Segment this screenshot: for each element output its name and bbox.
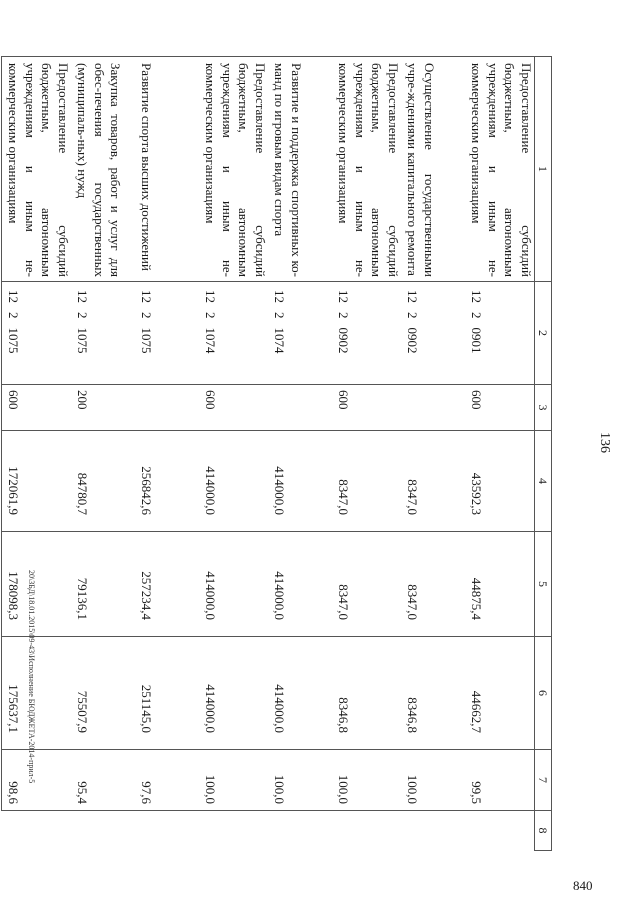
row-value-col5: 84780,7 (71, 431, 135, 532)
row-code (465, 282, 535, 385)
row-value-col5: 256842,6 (135, 431, 199, 532)
row-value-col8: 97,6 (135, 750, 199, 811)
row-code-part: 12 (6, 290, 21, 303)
table-row (2, 57, 72, 851)
row-value-col7: 414000,0 (199, 637, 268, 750)
row-code-part: 2 (139, 312, 154, 319)
row-code-part: 1074 (203, 327, 218, 354)
row-value-col5: 172061,9 (2, 431, 72, 532)
row-value-col8: 100,0 (268, 750, 332, 811)
row-code-part: 1074 (272, 327, 287, 354)
table-row (401, 57, 465, 851)
row-code-part: 2 (469, 312, 484, 319)
row-description: Предоставление субсидий бюджетным, автономным учреждениям и иным не-коммерческим организациям (2, 57, 72, 282)
row-code-part: 2 (336, 312, 351, 319)
row-value-col5: 8347,0 (401, 431, 465, 532)
row-code-part: 2 (203, 312, 218, 319)
header-col-5: 5 (535, 532, 552, 637)
row-code (135, 282, 199, 385)
row-code-part: 12 (203, 290, 218, 303)
row-code-part: 1075 (6, 327, 21, 354)
header-col-1: 1 (535, 57, 552, 282)
row-value-col6: 414000,0 (199, 532, 268, 637)
row-value-col6: 414000,0 (268, 532, 332, 637)
row-value-col7: 75507,9 (71, 637, 135, 750)
row-value-col8: 100,0 (332, 750, 401, 811)
row-code-part: 12 (75, 290, 90, 303)
row-code-part: 12 (405, 290, 420, 303)
row-expense-type: 600 (332, 385, 401, 431)
table-row (199, 57, 268, 851)
header-col-4: 4 (535, 431, 552, 532)
row-value-col8: 98,6 (2, 750, 72, 811)
row-value-col8: 100,0 (199, 750, 268, 811)
row-code (268, 282, 332, 385)
row-expense-type (268, 385, 332, 431)
row-value-col7: 175637,1 (2, 637, 72, 750)
table-row (332, 57, 401, 851)
row-expense-type: 600 (2, 385, 72, 431)
row-value-col6: 79136,1 (71, 532, 135, 637)
row-value-col7: 414000,0 (268, 637, 332, 750)
row-expense-type: 600 (465, 385, 535, 431)
row-description: Предоставление субсидий бюджетным, автономным учреждениям и иным не-коммерческим организациям (332, 57, 401, 282)
header-col-2: 2 (535, 282, 552, 385)
row-code-part: 2 (405, 312, 420, 319)
row-description: Предоставление субсидий бюджетным, автономным учреждениям и иным не-коммерческим организациям (199, 57, 268, 282)
row-value-col6: 8347,0 (332, 532, 401, 637)
table-body (2, 57, 535, 851)
row-code (199, 282, 268, 385)
row-expense-type (135, 385, 199, 431)
row-value-col7: 8346,8 (332, 637, 401, 750)
row-code-part: 2 (6, 312, 21, 319)
row-code (332, 282, 401, 385)
row-code (2, 282, 72, 385)
row-value-col5: 8347,0 (332, 431, 401, 532)
row-description: Предоставление субсидий бюджетным, автономным учреждениям и иным не-коммерческим организациям (465, 57, 535, 282)
row-code-part: 12 (272, 290, 287, 303)
header-col-6: 6 (535, 637, 552, 750)
table-header-row (535, 57, 552, 851)
header-col-7: 7 (535, 750, 552, 811)
row-code-part: 12 (336, 290, 351, 303)
budget-table (1, 56, 552, 851)
footer-note: 20\ЗБД\18.01.2015\09-43\Исполнение БЮДЖЕТА-2014-прил-5 (27, 570, 36, 784)
row-value-col8: 99,5 (465, 750, 535, 811)
row-code-part: 2 (75, 312, 90, 319)
row-code-part: 0902 (405, 327, 420, 354)
row-code (401, 282, 465, 385)
row-value-col6: 178098,3 (2, 532, 72, 637)
row-code-part: 12 (139, 290, 154, 303)
row-code (71, 282, 135, 385)
page-number-top: 136 (597, 432, 612, 453)
row-expense-type: 200 (71, 385, 135, 431)
row-value-col5: 43592,3 (465, 431, 535, 532)
row-description: Развитие спорта высших достижений (135, 57, 199, 282)
row-description: Осуществление государственными учре-ждениями капитального ремонта (401, 57, 465, 282)
row-code-part: 0901 (469, 327, 484, 354)
row-value-col7: 44662,7 (465, 637, 535, 750)
row-code-part: 1075 (75, 327, 90, 354)
row-description: Развитие и поддержка спортивных ко-манд по игровым видам спорта (268, 57, 332, 282)
table-row (135, 57, 199, 851)
row-value-col6: 44875,4 (465, 532, 535, 637)
row-code-part: 0902 (336, 327, 351, 354)
row-value-col7: 8346,8 (401, 637, 465, 750)
row-expense-type (401, 385, 465, 431)
row-value-col5: 414000,0 (199, 431, 268, 532)
header-col-8: 8 (535, 811, 552, 851)
row-value-col7: 251145,0 (135, 637, 199, 750)
row-code-part: 2 (272, 312, 287, 319)
row-value-col8: 95,4 (71, 750, 135, 811)
row-code-part: 12 (469, 290, 484, 303)
row-expense-type: 600 (199, 385, 268, 431)
table-row (465, 57, 535, 851)
row-code-part: 1075 (139, 327, 154, 354)
header-col-3: 3 (535, 385, 552, 431)
table-row (268, 57, 332, 851)
row-value-col8: 100,0 (401, 750, 465, 811)
row-value-col6: 8347,0 (401, 532, 465, 637)
row-value-col6: 257234,4 (135, 532, 199, 637)
page-number-bottom: 840 (573, 878, 593, 893)
row-description: Закупка товаров, работ и услуг для обес-печения государственных (муниципаль-ных) нужд (71, 57, 135, 282)
table-row (71, 57, 135, 851)
row-value-col5: 414000,0 (268, 431, 332, 532)
